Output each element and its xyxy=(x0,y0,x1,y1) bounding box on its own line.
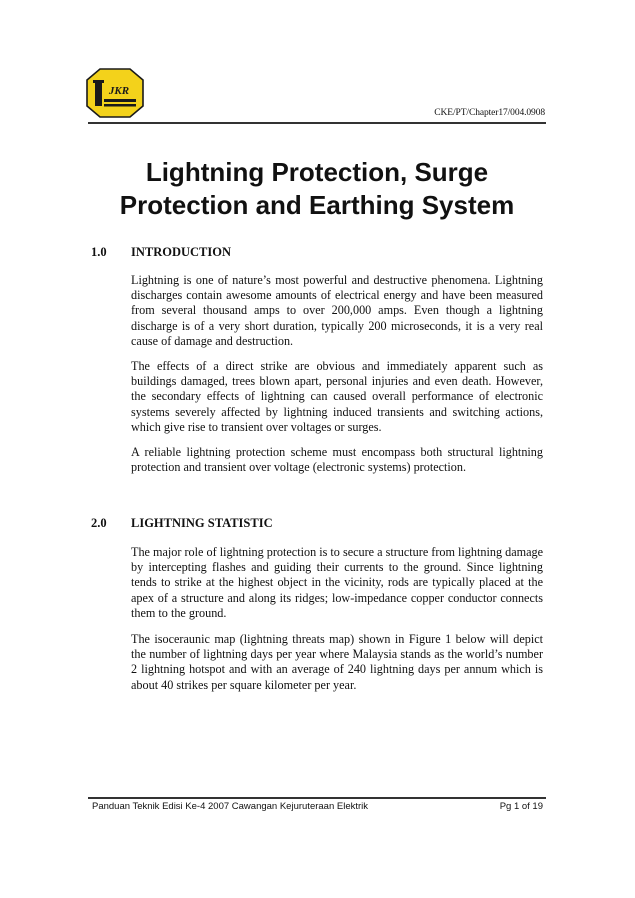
header-rule xyxy=(88,122,546,124)
logo-text: JKR xyxy=(108,85,130,97)
document-reference: CKE/PT/Chapter17/004.0908 xyxy=(434,108,545,118)
intro-paragraph-3: A reliable lightning protection scheme must encompass both structural lightning protection and transient over voltage (electronic systems) protection. xyxy=(131,445,543,475)
page-title xyxy=(88,156,546,222)
intro-paragraph-1: Lightning is one of nature’s most powerful and destructive phenomena. Lightning discharges contain awesome amounts of electrical energy and have been measured from several thousand amps to over 200,000 amps. Even though a lightning discharge is of a very short duration, typically 200 microseconds, it is a very real cause of damage and destruction. xyxy=(131,273,543,348)
footer-document-title: Panduan Teknik Edisi Ke-4 2007 Cawangan Kejuruteraan Elektrik xyxy=(92,801,369,812)
statistic-paragraph-2: The isoceraunic map (lightning threats map) shown in Figure 1 below will depict the number of lightning days per year where Malaysia stands as the world’s number 2 lightning hotspot and with an average of 240 lightning days per annum which is about 40 strikes per square kilometer per year. xyxy=(131,632,543,692)
title-line-1: Lightning Protection, Surge xyxy=(145,157,489,187)
page-number: Pg 1 of 19 xyxy=(499,801,543,812)
footer-rule xyxy=(88,797,546,799)
title-line-2: Protection and Earthing System xyxy=(119,190,515,220)
intro-paragraph-2: The effects of a direct strike are obvious and immediately apparent such as buildings damaged, trees blown apart, personal injuries and even death. However, the secondary effects of lightning can caused overall performance of electronic systems severely affected by lightning induced transients and switching actions, which give rise to transient over voltages or surges. xyxy=(131,359,543,434)
section-number-introduction: 1.0 xyxy=(91,245,107,259)
section-number-lightning-statistic: 2.0 xyxy=(91,516,107,530)
statistic-paragraph-1: The major role of lightning protection is to secure a structure from lightning damage by intercepting flashes and guiding their currents to the ground. Since lightning tends to strike at the highest object in the vicinity, rods are typically placed at the apex of a structure and along its ridges; low-impedance copper conductor connects them to the ground. xyxy=(131,545,543,620)
section-heading-introduction: INTRODUCTION xyxy=(131,245,232,259)
section-heading-lightning-statistic: LIGHTNING STATISTIC xyxy=(131,516,273,530)
jkr-logo xyxy=(86,68,144,118)
